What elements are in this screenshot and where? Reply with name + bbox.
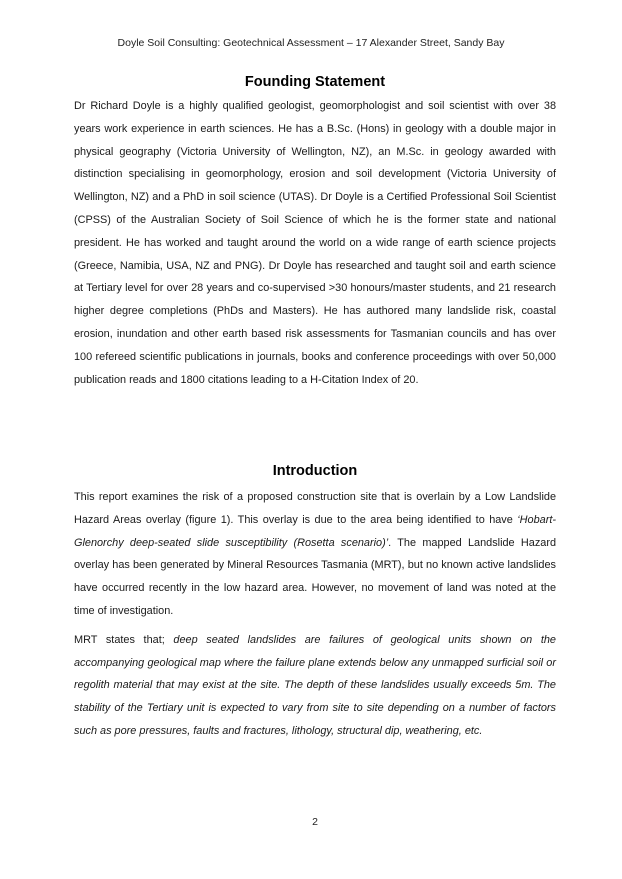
intro-p1-end: . The mapped Landslide Hazard overlay has been generated by Mineral Resources Tasmania (MRT), but no known active landslides have occurred recently in the low hazard area. However, no movement of land was noted at the time of investigation.	[74, 536, 556, 617]
introduction-paragraph-2	[74, 629, 556, 743]
founding-paragraph: Dr Richard Doyle is a highly qualified geologist, geomorphologist and soil scientist with over 38 years work experience in earth sciences. He has a B.Sc. (Hons) in geology with a double major in physical geography (Victoria University of Wellington, NZ), an M.Sc. in geology awarded with distinction specialising in geomorphology, erosion and soil development (Victoria University of Wellington, NZ) and a PhD in soil science (UTAS). Dr Doyle is a Certified Professional Soil Scientist (CPSS) of the Australian Society of Soil Science of which he is the former state and national president. He has worked and taught around the world on a wide range of earth science projects (Greece, Namibia, USA, NZ and PNG). Dr Doyle has researched and taught soil and earth science at Tertiary level for over 28 years and co-supervised >30 honours/master students, and 21 research higher degree completions (PhDs and Masters). He has authored many landslide risk, coastal erosion, inundation and other earth based risk assessments for Tasmanian councils and has over 100 refereed scientific publications in journals, books and conference proceedings with over 50,000 publication reads and 1800 citations leading to a H-Citation Index of 20.	[74, 100, 556, 386]
intro-p2-quote: deep seated landslides are failures of geological units shown on the accompanying geological map where the failure plane extends below any unmapped surficial soil or regolith material that may exist at the site. The depth of these landslides usually exceeds 5m. The stability of the Tertiary unit is expected to vary from site to site depending on a number of factors such as pore pressures, faults and fractures, lithology, structural dip, weathering, etc.	[74, 633, 556, 737]
founding-statement-heading: Founding Statement	[244, 74, 386, 90]
intro-p2-start: MRT states that;	[74, 633, 174, 646]
introduction-body	[74, 486, 556, 743]
intro-p1-quote: ‘Hobart-Glenorchy deep-seated slide susceptibility (Rosetta scenario)’	[74, 513, 556, 549]
intro-p1-start: This report examines the risk of a proposed construction site that is overlain by a Low Landslide Hazard Areas overlay (figure 1). This overlay is due to the area being identified to have	[74, 491, 556, 526]
introduction-paragraph-1	[74, 486, 556, 623]
page-header: Doyle Soil Consulting: Geotechnical Assessment – 17 Alexander Street, Sandy Bay	[117, 37, 505, 49]
page-number: 2	[312, 816, 318, 828]
founding-statement-body	[74, 95, 556, 391]
introduction-heading: Introduction	[272, 463, 358, 479]
